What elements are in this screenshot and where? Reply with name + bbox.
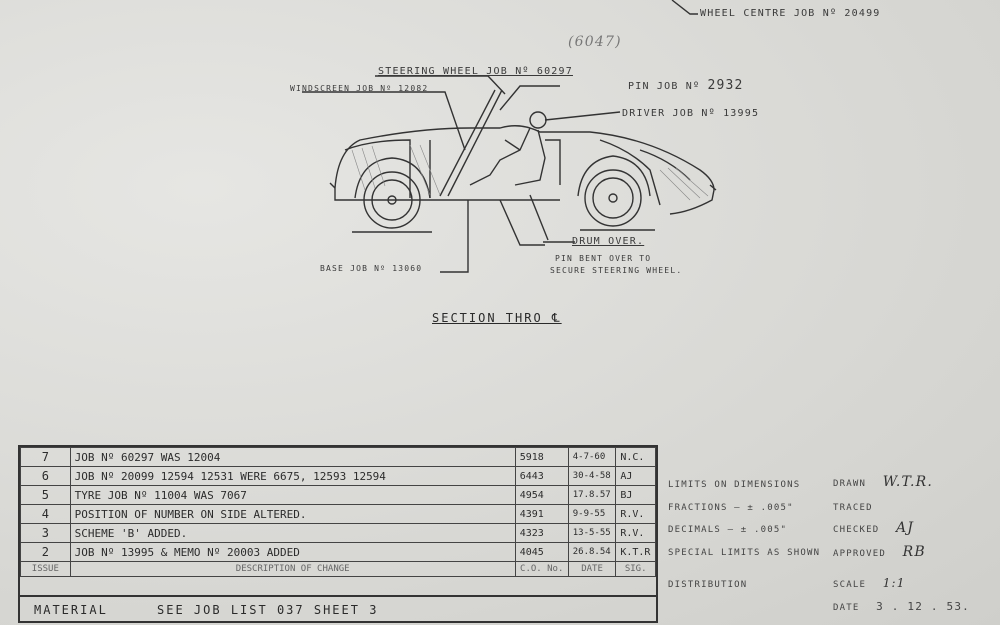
header-description: DESCRIPTION OF CHANGE bbox=[70, 562, 515, 577]
revision-co: 4323 bbox=[515, 524, 568, 543]
driver-label: DRIVER JOB Nº 13995 bbox=[622, 108, 760, 119]
revision-issue: 3 bbox=[21, 524, 71, 543]
revision-sig: R.V. bbox=[616, 505, 656, 524]
approved-label: APPROVED bbox=[833, 549, 886, 559]
drawn-value: W.T.R. bbox=[882, 474, 934, 490]
revision-row bbox=[21, 448, 656, 467]
revision-row bbox=[21, 505, 656, 524]
pin-bent-label: PIN BENT OVER TO bbox=[555, 254, 652, 263]
revision-co: 5918 bbox=[515, 448, 568, 467]
revision-issue: 4 bbox=[21, 505, 71, 524]
pin-text: PIN JOB Nº bbox=[628, 81, 701, 92]
material-value: SEE JOB LIST 037 SHEET 3 bbox=[157, 603, 379, 617]
revision-sig: K.T.R bbox=[616, 543, 656, 562]
pencil-note: (6047) bbox=[568, 34, 622, 50]
decimals-label: DECIMALS — ± .005" bbox=[668, 525, 788, 535]
revision-date: 13-5-55 bbox=[568, 524, 616, 543]
date-field bbox=[833, 600, 970, 613]
revision-date: 9-9-55 bbox=[568, 505, 616, 524]
revision-description: SCHEME 'B' ADDED. bbox=[70, 524, 515, 543]
header-co: C.O. No. bbox=[515, 562, 568, 577]
scale-label: SCALE bbox=[833, 580, 867, 590]
revision-date: 4-7-60 bbox=[568, 448, 616, 467]
revision-date: 17.8.57 bbox=[568, 486, 616, 505]
revision-sig: N.C. bbox=[616, 448, 656, 467]
revision-description: TYRE JOB Nº 11004 WAS 7067 bbox=[70, 486, 515, 505]
title-block-info bbox=[668, 470, 998, 620]
revision-sig: AJ bbox=[616, 467, 656, 486]
distribution-label: DISTRIBUTION bbox=[668, 580, 748, 590]
drawn-field bbox=[833, 474, 933, 490]
limits-label: LIMITS ON DIMENSIONS bbox=[668, 480, 801, 490]
revision-issue: 5 bbox=[21, 486, 71, 505]
approved-value: RB bbox=[902, 544, 926, 560]
revision-row bbox=[21, 486, 656, 505]
drawn-label: DRAWN bbox=[833, 479, 867, 489]
windscreen-label: WINDSCREEN JOB Nº 12082 bbox=[290, 84, 429, 93]
section-title: SECTION THRO ℄ bbox=[432, 311, 562, 325]
revision-sig: BJ bbox=[616, 486, 656, 505]
traced-label: TRACED bbox=[833, 503, 873, 513]
drum-over-label: DRUM OVER. bbox=[572, 236, 645, 247]
revision-co: 6443 bbox=[515, 467, 568, 486]
scale-field bbox=[833, 576, 906, 590]
checked-field bbox=[833, 520, 914, 536]
material-label: MATERIAL bbox=[34, 603, 108, 617]
secure-label: SECURE STEERING WHEEL. bbox=[550, 266, 683, 275]
revision-description: POSITION OF NUMBER ON SIDE ALTERED. bbox=[70, 505, 515, 524]
wheel-centre-label: WHEEL CENTRE JOB Nº 20499 bbox=[700, 8, 881, 19]
revision-date: 30-4-58 bbox=[568, 467, 616, 486]
revision-header-row bbox=[21, 562, 656, 577]
revision-issue: 2 bbox=[21, 543, 71, 562]
revision-co: 4954 bbox=[515, 486, 568, 505]
revision-issue: 7 bbox=[21, 448, 71, 467]
fractions-label: FRACTIONS — ± .005" bbox=[668, 503, 794, 513]
header-sig: SIG. bbox=[616, 562, 656, 577]
scale-value: 1:1 bbox=[882, 576, 906, 590]
special-limits-label: SPECIAL LIMITS AS SHOWN bbox=[668, 548, 821, 558]
pin-label bbox=[628, 78, 744, 93]
approved-field bbox=[833, 544, 926, 560]
revision-grid bbox=[20, 447, 656, 577]
base-label: BASE JOB Nº 13060 bbox=[320, 264, 423, 273]
revision-co: 4391 bbox=[515, 505, 568, 524]
revision-description: JOB Nº 60297 WAS 12004 bbox=[70, 448, 515, 467]
revision-description: JOB Nº 20099 12594 12531 WERE 6675, 12593 12594 bbox=[70, 467, 515, 486]
date-label: DATE bbox=[833, 603, 860, 613]
header-date: DATE bbox=[568, 562, 616, 577]
revision-sig: R.V. bbox=[616, 524, 656, 543]
header-issue: ISSUE bbox=[21, 562, 71, 577]
revision-date: 26.8.54 bbox=[568, 543, 616, 562]
material-row bbox=[20, 595, 656, 621]
checked-label: CHECKED bbox=[833, 525, 880, 535]
revision-row bbox=[21, 524, 656, 543]
revision-issue: 6 bbox=[21, 467, 71, 486]
revision-row bbox=[21, 467, 656, 486]
revision-row bbox=[21, 543, 656, 562]
pin-number: 2932 bbox=[707, 78, 744, 93]
revision-description: JOB Nº 13995 & MEMO Nº 20003 ADDED bbox=[70, 543, 515, 562]
revision-co: 4045 bbox=[515, 543, 568, 562]
revision-table bbox=[18, 445, 658, 623]
steering-wheel-label: STEERING WHEEL JOB Nº 60297 bbox=[378, 66, 573, 77]
traced-field bbox=[833, 503, 873, 513]
date-value: 3 . 12 . 53. bbox=[876, 600, 970, 613]
checked-value: AJ bbox=[895, 520, 915, 536]
